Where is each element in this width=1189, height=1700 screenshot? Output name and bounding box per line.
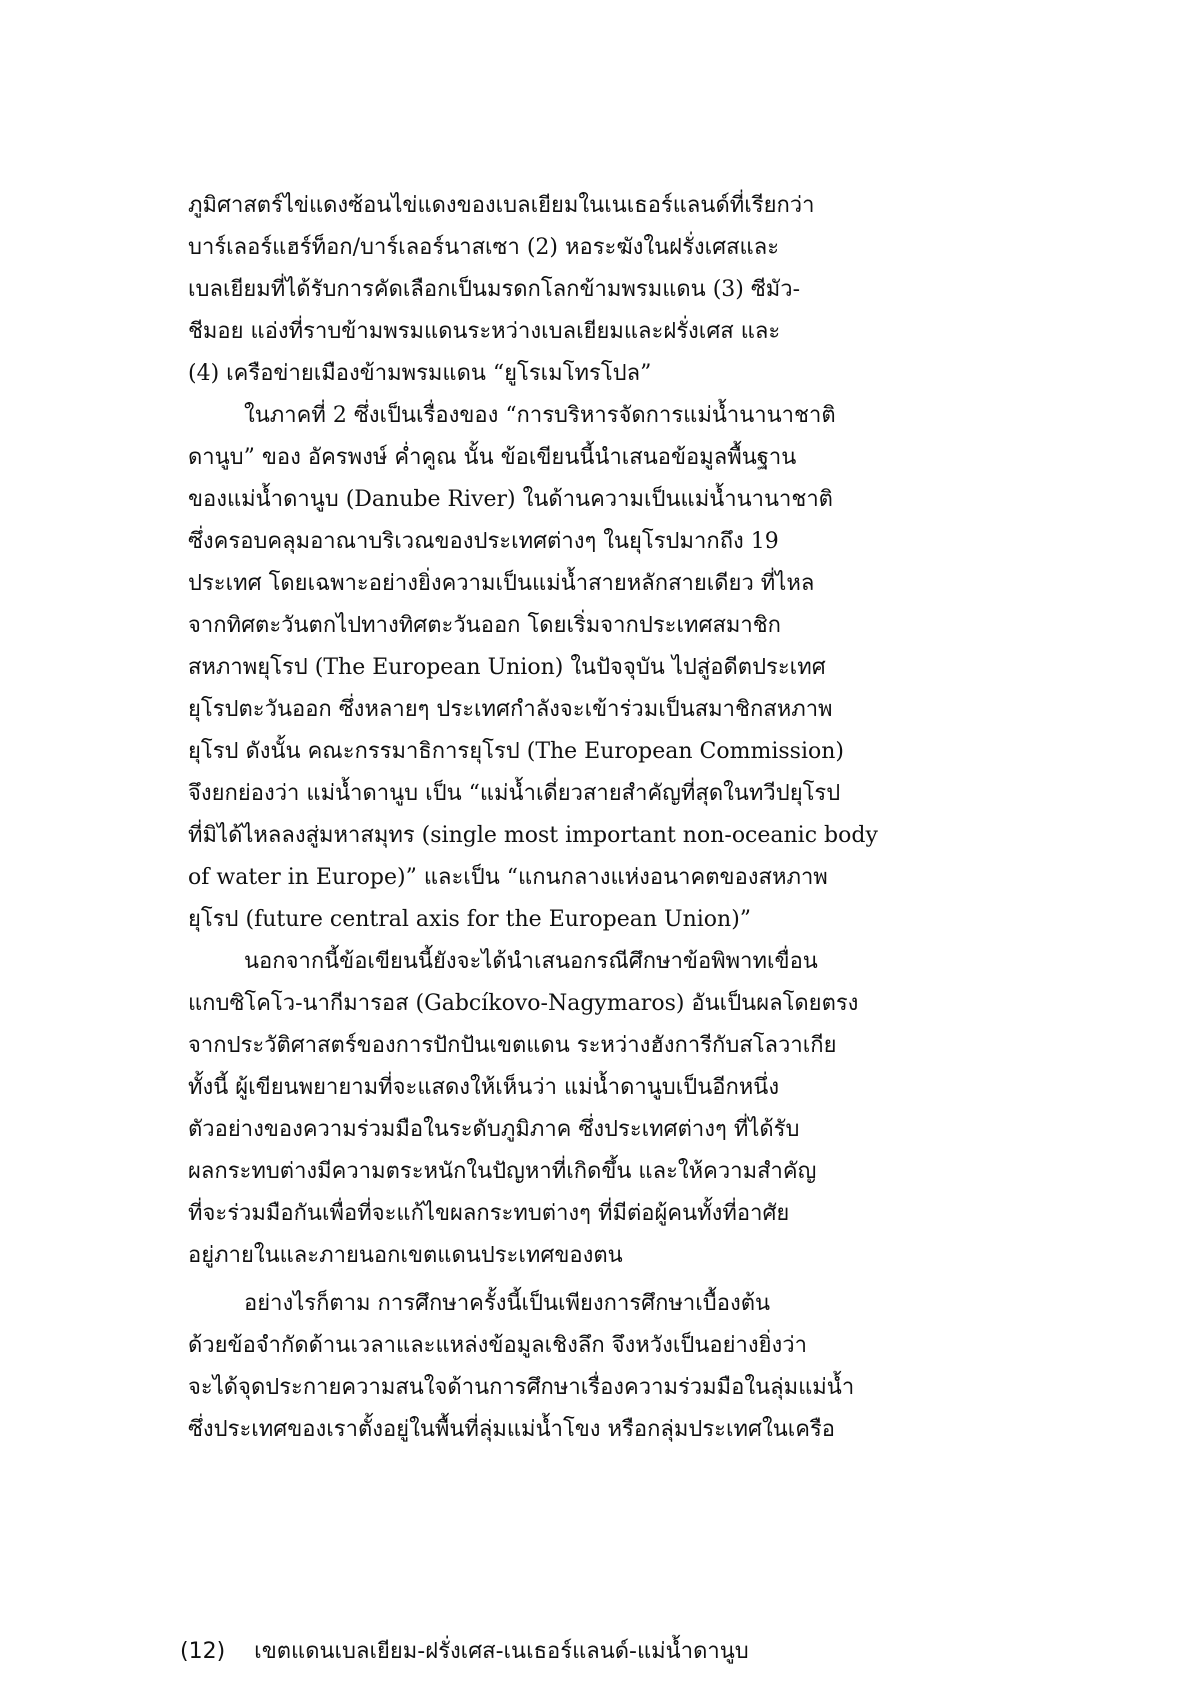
text-line: ที่จะร่วมมือกันเพื่อที่จะแก้ไขผลกระทบต่างๆ ที่มีต่อผู้คนทั้งที่อาศัย xyxy=(188,1201,790,1226)
text-line: ตัวอย่างของความร่วมมือในระดับภูมิภาค ซึ่งประเทศต่างๆ ที่ได้รับ xyxy=(188,1117,800,1142)
page-footer xyxy=(180,1632,980,1672)
paragraph-start-line: อย่างไรก็ตาม การศึกษาครั้งนี้เป็นเพียงการศึกษาเบื้องต้น xyxy=(244,1291,771,1316)
text-line: ซึ่งประเทศของเราตั้งอยู่ในพื้นที่ลุ่มแม่น้ำโขง หรือกลุ่มประเทศในเครือ xyxy=(188,1417,836,1442)
text-line: ที่มิได้ไหลลงสู่มหาสมุทร (single most important non-oceanic body xyxy=(188,823,878,848)
page-number: (12) xyxy=(180,1639,226,1664)
text-line: อยู่ภายในและภายนอกเขตแดนประเทศของตน xyxy=(188,1243,623,1268)
text-line: ซึ่งครอบคลุมอาณาบริเวณของประเทศต่างๆ ในยุโรปมากถึง 19 xyxy=(188,529,779,554)
text-line: ยุโรป ดังนั้น คณะกรรมาธิการยุโรป (The European Commission) xyxy=(188,739,844,764)
text-line: ยุโรปตะวันออก ซึ่งหลายๆ ประเทศกำลังจะเข้าร่วมเป็นสมาชิกสหภาพ xyxy=(188,697,833,722)
body-text xyxy=(188,185,968,1451)
text-line: ภูมิศาสตร์ไข่แดงซ้อนไข่แดงของเบลเยียมในเนเธอร์แลนด์ที่เรียกว่า xyxy=(188,193,815,218)
text-line: of water in Europe)” และเป็น “แกนกลางแห่งอนาคตของสหภาพ xyxy=(188,865,828,890)
text-line: จึงยกย่องว่า แม่น้ำดานูบ เป็น “แม่น้ำเดี่ยวสายสำคัญที่สุดในทวีปยุโรป xyxy=(188,781,841,806)
paragraph-start-line: ในภาคที่ 2 ซึ่งเป็นเรื่องของ “การบริหารจัดการแม่น้ำนานาชาติ xyxy=(244,403,836,428)
text-line: ประเทศ โดยเฉพาะอย่างยิ่งความเป็นแม่น้ำสายหลักสายเดียว ที่ไหล xyxy=(188,571,815,596)
text-line: จากทิศตะวันตกไปทางทิศตะวันออก โดยเริ่มจากประเทศสมาชิก xyxy=(188,613,781,638)
text-line: (4) เครือข่ายเมืองข้ามพรมแดน “ยูโรเมโทรโปล” xyxy=(188,361,652,386)
running-title: เขตแดนเบลเยียม-ฝรั่งเศส-เนเธอร์แลนด์-แม่น้ำดานูบ xyxy=(254,1639,749,1664)
text-line: เบลเยียมที่ได้รับการคัดเลือกเป็นมรดกโลกข้ามพรมแดน (3) ซีมัว- xyxy=(188,277,801,302)
text-line: ด้วยข้อจำกัดด้านเวลาและแหล่งข้อมูลเชิงลึก จึงหวังเป็นอย่างยิ่งว่า xyxy=(188,1333,807,1358)
text-line: บาร์เลอร์แฮร์ท็อก/บาร์เลอร์นาสเซา (2) หอระฆังในฝรั่งเศสและ xyxy=(188,235,780,260)
text-line: สหภาพยุโรป (The European Union) ในปัจจุบัน ไปสู่อดีตประเทศ xyxy=(188,655,826,680)
text-line: จากประวัติศาสตร์ของการปักปันเขตแดน ระหว่างฮังการีกับสโลวาเกีย xyxy=(188,1033,837,1058)
text-line: ผลกระทบต่างมีความตระหนักในปัญหาที่เกิดขึ้น และให้ความสำคัญ xyxy=(188,1159,817,1184)
text-line: แกบซิโคโว-นากีมารอส (Gabcíkovo-Nagymaros) อันเป็นผลโดยตรง xyxy=(188,991,859,1016)
text-line: จะได้จุดประกายความสนใจด้านการศึกษาเรื่องความร่วมมือในลุ่มแม่น้ำ xyxy=(188,1375,855,1400)
text-line: ดานูบ” ของ อัครพงษ์ ค่ำคูณ นั้น ข้อเขียนนี้นำเสนอข้อมูลพื้นฐาน xyxy=(188,445,797,470)
text-line: ทั้งนี้ ผู้เขียนพยายามที่จะแสดงให้เห็นว่า แม่น้ำดานูบเป็นอีกหนึ่ง xyxy=(188,1075,780,1100)
text-line: ชีมอย แอ่งที่ราบข้ามพรมแดนระหว่างเบลเยียมและฝรั่งเศส และ xyxy=(188,319,781,344)
text-line: ของแม่น้ำดานูบ (Danube River) ในด้านความเป็นแม่น้ำนานาชาติ xyxy=(188,487,833,512)
paragraph-start-line: นอกจากนี้ข้อเขียนนี้ยังจะได้นำเสนอกรณีศึกษาข้อพิพาทเขื่อน xyxy=(244,949,818,974)
text-line: ยุโรป (future central axis for the European Union)” xyxy=(188,907,752,932)
